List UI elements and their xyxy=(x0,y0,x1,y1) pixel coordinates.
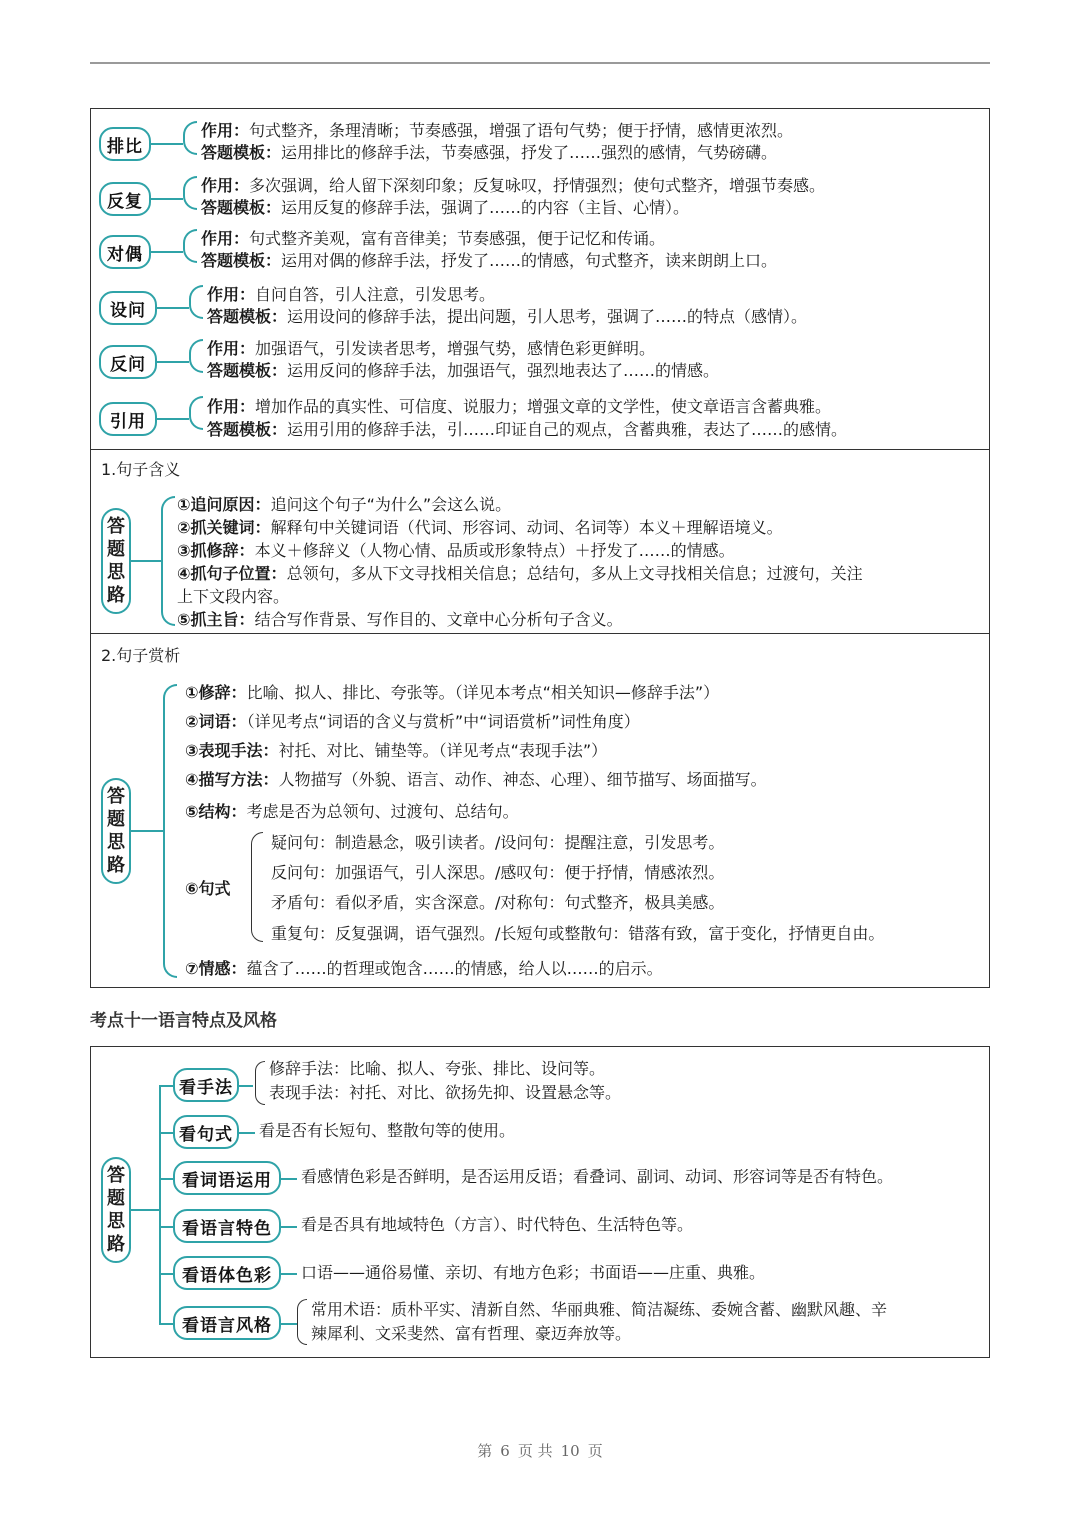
page-footer: 第 6 页 共 10 页 xyxy=(477,1442,603,1460)
rhetoric-pill-fanfu: 反复 xyxy=(99,182,151,216)
connector xyxy=(157,361,189,363)
connector xyxy=(281,1178,297,1180)
connector xyxy=(157,418,189,420)
appreciation-item: ⑤结构：考虑是否为总领句、过渡句、总结句。 xyxy=(185,802,519,821)
style-line: 表现手法：衬托、对比、欲扬先抑、设置悬念等。 xyxy=(269,1083,622,1102)
language-style-box xyxy=(90,1046,990,1358)
brace xyxy=(255,1061,265,1105)
rhetoric-effect: 作用：多次强调，给人留下深刻印象；反复咏叹，抒情强烈；使句式整齐，增强节奏感。 xyxy=(201,176,826,195)
rhetoric-template: 答题模板：运用排比的修辞手法，节奏感强，抒发了……强烈的感情，气势磅礴。 xyxy=(201,143,778,162)
answer-approach-label: 答 题 思 路 xyxy=(101,508,131,614)
connector xyxy=(239,1085,253,1087)
connector xyxy=(151,143,183,145)
connector xyxy=(131,1209,159,1211)
brace xyxy=(183,229,197,263)
connector xyxy=(159,1323,173,1325)
answer-approach-label: 答 题 思 路 xyxy=(101,1157,131,1263)
rhetoric-template: 答题模板：运用反复的修辞手法，强调了……的内容（主旨、心情）。 xyxy=(201,198,690,217)
connector xyxy=(151,198,183,200)
style-pill-word-use: 看词语运用 xyxy=(173,1161,281,1195)
section-title: 2.句子赏析 xyxy=(101,646,181,665)
appreciation-item: ④描写方法：人物描写（外貌、语言、动作、神态、心理）、细节描写、场面描写。 xyxy=(185,770,767,789)
connector xyxy=(281,1226,297,1228)
meaning-item: ①追问原因：追问这个句子“为什么”会这么说。 xyxy=(177,495,512,514)
appreciation-item: ②词语：（详见考点“词语的含义与赏析”中“词语赏析”词性角度） xyxy=(185,712,640,731)
meaning-item: ④抓句子位置：总领句，多从下文寻找相关信息；总结句，多从上文寻找相关信息；过渡句，关注 xyxy=(177,564,863,583)
connector xyxy=(159,1273,173,1275)
appreciation-item: ③表现手法：衬托、对比、铺垫等。（详见考点“表现手法”） xyxy=(185,741,608,760)
rhetoric-effect: 作用：增加作品的真实性、可信度、说服力；增强文章的文学性，使文章语言含蓄典雅。 xyxy=(207,397,832,416)
sentence-meaning-box xyxy=(90,450,990,634)
page-number: 6 xyxy=(500,1442,510,1460)
style-line: 看是否有长短句、整散句等的使用。 xyxy=(259,1121,516,1140)
connector xyxy=(131,830,163,832)
rhetoric-pill-paibi: 排比 xyxy=(99,127,151,161)
connector xyxy=(281,1273,297,1275)
brace xyxy=(189,339,203,373)
connector xyxy=(281,1323,297,1325)
connector xyxy=(131,560,161,562)
style-pill-technique: 看手法 xyxy=(173,1068,239,1102)
answer-approach-label: 答 题 思 路 xyxy=(101,778,131,884)
sentence-form-item: 疑问句：制造悬念，吸引读者。/设问句：提醒注意，引发思考。 xyxy=(271,833,725,852)
sentence-form-label: ⑥句式 xyxy=(185,879,231,898)
connector xyxy=(159,1178,173,1180)
style-line: 看是否具有地域特色（方言）、时代特色、生活特色等。 xyxy=(301,1215,694,1234)
style-line: 口语——通俗易懂、亲切、有地方色彩；书面语——庄重、典雅。 xyxy=(301,1263,766,1282)
brace xyxy=(161,496,175,626)
rhetoric-template: 答题模板：运用反问的修辞手法，加强语气，强烈地表达了……的情感。 xyxy=(207,361,720,380)
brace xyxy=(183,176,197,210)
style-line: 常用术语：质朴平实、清新自然、华丽典雅、简洁凝练、委婉含蓄、幽默风趣、辛 xyxy=(311,1300,888,1319)
rhetoric-effect: 作用：句式整齐，条理清晰；节奏感强，增强了语句气势；便于抒情，感情更浓烈。 xyxy=(201,121,794,140)
rhetoric-effect: 作用：自问自答，引人注意，引发思考。 xyxy=(207,285,496,304)
rhetoric-effect: 作用：句式整齐美观，富有音律美；节奏感强，便于记忆和传诵。 xyxy=(201,229,666,248)
brace xyxy=(163,684,177,978)
brace xyxy=(189,396,203,430)
rhetoric-template: 答题模板：运用设问的修辞手法，提出问题，引人思考，强调了……的特点（感情）。 xyxy=(207,307,808,326)
style-pill-language-style: 看语言风格 xyxy=(173,1306,281,1340)
sentence-appreciation-box xyxy=(90,634,990,988)
connector xyxy=(239,1132,255,1134)
rhetoric-template: 答题模板：运用对偶的修辞手法，抒发了……的情感，句式整齐，读来朗朗上口。 xyxy=(201,251,778,270)
style-line: 辣犀利、文采斐然、富有哲理、豪迈奔放等。 xyxy=(311,1324,632,1343)
brace xyxy=(189,285,203,319)
rhetoric-pill-duiou: 对偶 xyxy=(99,235,151,269)
meaning-item: 上下文段内容。 xyxy=(177,587,290,606)
section-heading: 考点十一语言特点及风格 xyxy=(90,1011,277,1031)
appreciation-item: ①修辞：比喻、拟人、排比、夸张等。（详见本考点“相关知识—修辞手法”） xyxy=(185,683,720,702)
style-pill-sentence: 看句式 xyxy=(173,1115,239,1149)
sentence-form-item: 反问句：加强语气，引人深思。/感叹句：便于抒情，情感浓烈。 xyxy=(271,863,725,882)
brace xyxy=(297,1299,307,1345)
connector xyxy=(157,307,189,309)
style-line: 看感情色彩是否鲜明，是否运用反语；看叠词、副词、动词、形容词等是否有特色。 xyxy=(301,1167,894,1186)
connector xyxy=(159,1085,173,1087)
trunk-line xyxy=(159,1085,161,1323)
rhetoric-pill-fanwen: 反问 xyxy=(99,345,157,379)
sentence-form-item: 重复句：反复强调，语气强烈。/长短句或整散句：错落有致，富于变化，抒情更自由。 xyxy=(271,924,885,943)
connector xyxy=(159,1132,173,1134)
style-pill-register: 看语体色彩 xyxy=(173,1256,281,1290)
rhetoric-table xyxy=(90,108,990,450)
style-line: 修辞手法：比喻、拟人、夸张、排比、设问等。 xyxy=(269,1059,606,1078)
rhetoric-pill-yinyong: 引用 xyxy=(99,402,157,436)
connector xyxy=(159,1226,173,1228)
sentence-form-item: 矛盾句：看似矛盾，实含深意。/对称句：句式整齐，极具美感。 xyxy=(271,893,725,912)
page-total: 10 xyxy=(560,1442,580,1460)
appreciation-item: ⑦情感：蕴含了……的哲理或饱含……的情感，给人以……的启示。 xyxy=(185,959,663,978)
rhetoric-template: 答题模板：运用引用的修辞手法，引……印证自己的观点，含蓄典雅，表达了……的感情。 xyxy=(207,420,848,439)
brace xyxy=(183,121,197,155)
connector xyxy=(151,251,183,253)
rhetoric-effect: 作用：加强语气，引发读者思考，增强气势，感情色彩更鲜明。 xyxy=(207,339,656,358)
rhetoric-pill-shewen: 设问 xyxy=(99,291,157,325)
meaning-item: ③抓修辞：本义＋修辞义（人物心情、品质或形象特点）＋抒发了……的情感。 xyxy=(177,541,735,560)
style-pill-language-feature: 看语言特色 xyxy=(173,1209,281,1243)
brace xyxy=(251,832,263,942)
top-rule xyxy=(90,62,990,64)
meaning-item: ②抓关键词：解释句中关键词语（代词、形容词、动词、名词等）本义＋理解语境义。 xyxy=(177,518,783,537)
section-title: 1.句子含义 xyxy=(101,460,181,479)
meaning-item: ⑤抓主旨：结合写作背景、写作目的、文章中心分析句子含义。 xyxy=(177,610,623,629)
